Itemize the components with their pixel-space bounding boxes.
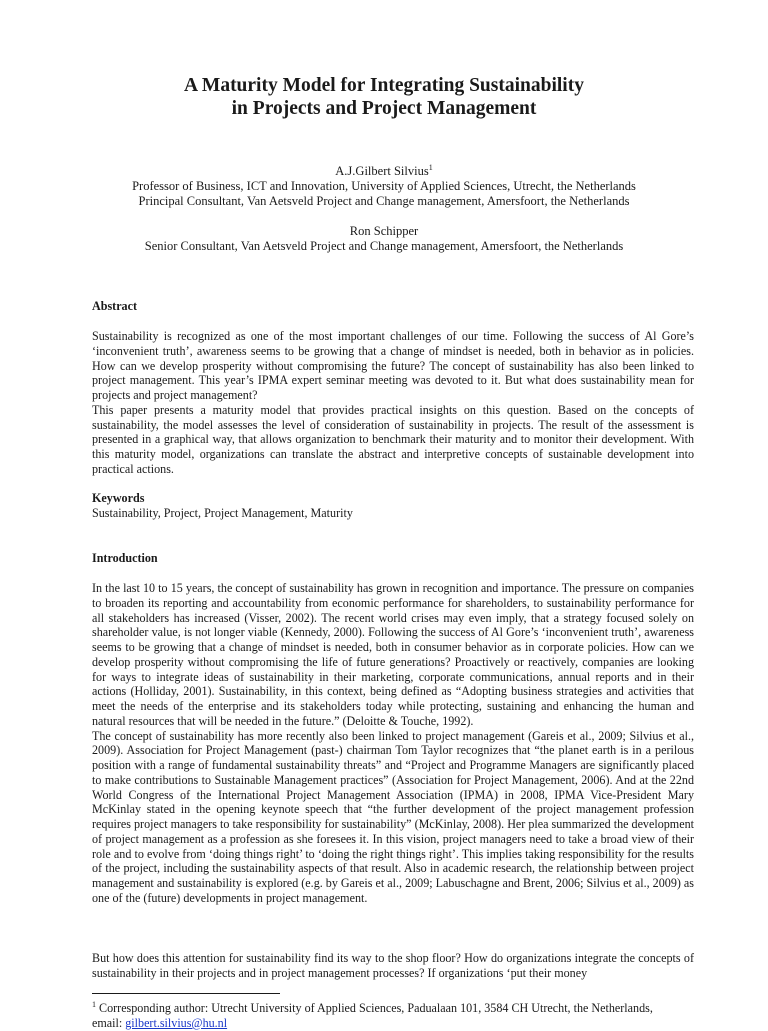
author-1-affiliation-2: Principal Consultant, Van Aetsveld Project and Change management, Amersfoort, the Netherlands [138,194,630,208]
footnote-text: Corresponding author: Utrecht University of Applied Sciences, Padualaan 101, 3584 CH Utrecht, the Netherlands, [96,1001,653,1015]
author-1-footnote-mark: 1 [428,162,433,172]
footnote-mark: 1 [92,999,96,1009]
introduction-heading: Introduction [92,551,158,565]
introduction-continuation [92,951,694,981]
abstract-heading: Abstract [92,299,138,313]
title-line-2: in Projects and Project Management [231,98,537,119]
author-1-name: A.J.Gilbert Silvius [335,164,429,178]
abstract-paragraph-1: Sustainability is recognized as one of the most important challenges of our time. Following the success of Al Gore’s ‘inconvenient truth’, awareness seems to be growing that a change of mindset is needed, both in behavior as in policies. How can we develop prosperity without compromising the future? The concept of sustainability has also been linked to project management. This year’s IPMA expert seminar meeting was devoted to it. But what does sustainability mean for projects and project management? [92,329,694,402]
footnote-line-1 [92,1001,702,1016]
introduction-body [92,581,694,906]
abstract-paragraph-2: This paper presents a maturity model that provides practical insights on this question. Based on the concepts of sustainability, the model assesses the level of consideration of sustainability in projects. The result of the assessment is presented in a graphical way, that allows organization to benchmark their maturity and to monitor their development. With this maturity model, organizations can translate the abstract and interpretive concepts of sustainable development into practical actions. [92,402,694,476]
keywords-text: Sustainability, Project, Project Management, Maturity [92,505,353,520]
introduction-paragraph-2: The concept of sustainability has more recently also been linked to project management (Gareis et al., 2009; Silvius et al., 2009). Association for Project Management (past-) chairman Tom Taylor recognizes that “the planet earth is in a perilous position with a range of fundamental sustainability threats” and “Project and Programme Managers are significantly placed to make contributions to Sustainable Management practices” (Association for Project Management, 2006). And at the 22nd World Congress of the International Project Management Association (IPMA) in 2008, IPMA Vice-President Mary McKinlay stated in the opening keynote speech that “the further development of the project management profession requires project managers to take responsibility for sustainability” (McKinlay, 2008). Her plea summarized the development of project management as a profession as she foresees it. In this vision, project managers need to take a broad view of their role and to evolve from ‘doing things right’ to ‘doing the right things right’. This implies taking responsibility for the results of the project, including the sustainability aspects of that result. Also in academic research, the relationship between project management and sustainability is explored (e.g. by Gareis et al., 2009; Labuschagne and Brent, 2006; Silvius et al., 2009) as one of the (future) developments in project management. [92,728,694,905]
introduction-paragraph-3: But how does this attention for sustainability find its way to the shop floor? How do organizations integrate the concepts of sustainability in their projects and in project management processes? If organizations ‘put their money [92,951,694,980]
author-1-affiliation-1: Professor of Business, ICT and Innovation, University of Applied Sciences, Utrecht, the Netherlands [132,179,636,193]
abstract-section [92,299,694,314]
footnote-email-link[interactable]: gilbert.silvius@hu.nl [125,1015,228,1030]
footnote-email-label: email: [92,1015,126,1030]
title-line-1: A Maturity Model for Integrating Sustainability [184,75,584,96]
abstract-body [92,329,694,477]
author-2-affiliation-1: Senior Consultant, Van Aetsveld Project and Change management, Amersfoort, the Netherlands [144,239,624,253]
keywords-heading: Keywords [92,491,145,505]
introduction-section [92,551,694,566]
author-2-name: Ron Schipper [349,224,419,238]
footnote [92,1001,702,1031]
author-1-line [0,164,768,179]
introduction-paragraph-1: In the last 10 to 15 years, the concept of sustainability has grown in recognition and importance. The pressure on companies to broaden its reporting and accountability from economic performance for shareholders, to sustainability performance for all stakeholders has increased (Visser, 2002). The recent world crises may even imply, that a strategy focused solely on shareholder value, is not longer viable (Kennedy, 2000). Following the success of Al Gore’s ‘inconvenient truth’, awareness seems to be growing that a change of mindset is needed, both in consumer behavior as in corporate policies. How can we develop prosperity without compromising the life of future generations? Proactively or reactively, companies are looking for ways to integrate ideas of sustainability in their marketing, corporate communications, annual reports and in their actions (Holliday, 2001). Sustainability, in this context, being defined as “Adopting business strategies and activities that meet the needs of the enterprise and its stakeholders today while protecting, sustaining and enhancing the human and natural resources that will be needed in the future.” (Deloitte & Touche, 1992). [92,581,694,728]
keywords-section [92,491,694,521]
paper-title [0,74,768,120]
footnote-line-2 [92,1016,702,1031]
footnote-divider [92,993,280,994]
author-block [0,164,768,254]
